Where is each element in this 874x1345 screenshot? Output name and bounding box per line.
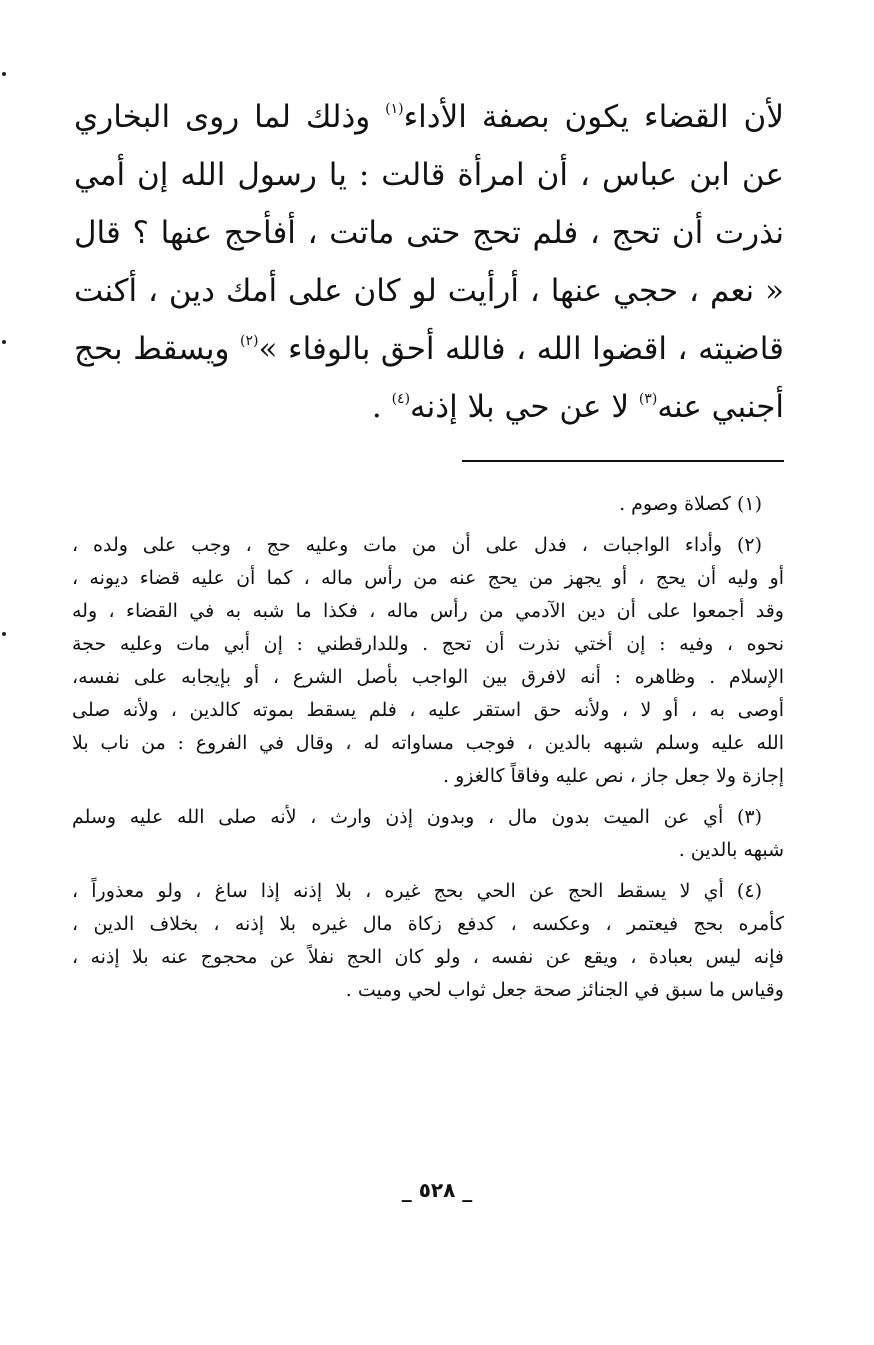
footnote-line: إجازة ولا جعل جاز ، نص عليه وفاقاً كالغزو .: [443, 765, 784, 787]
main-text-line: « نعم ، حجي عنها ، أرأيت لو كان على أمك دين ، أكنت: [74, 273, 784, 309]
footnote-line: الله عليه وسلم شبهه بالدين ، فوجب مساواته له ، وقال في الفروع : من ناب بلا: [72, 732, 784, 754]
margin-mark: [2, 632, 6, 636]
main-text-line: نذرت أن تحج ، فلم تحج حتى ماتت ، أفأحج عنها ؟ قال: [74, 215, 784, 251]
main-text-line: لأن القضاء يكون بصفة الأداء$^{(١)}$ وذلك لما روى البخاري: [74, 99, 784, 135]
margin-mark: [2, 72, 6, 76]
footnote-2: [72, 529, 784, 793]
footnote-4: [72, 875, 784, 1007]
footnote-ref: (٣): [638, 391, 658, 407]
page-number: _ ٥٢٨ _: [401, 1178, 473, 1202]
footnote-line: أوصى به ، أو لا ، ولأنه حق استقر عليه ، فلم يسقط بموته كالدين ، ولأنه صلى: [72, 699, 784, 721]
footnote-line: فإنه ليس بعبادة ، ويقع عن نفسه ، ولو كان الحج نفلاً عن محجوج عنه بلا إذنه ،: [72, 946, 784, 968]
footnote-line: وقياس ما سبق في الجنائز صحة جعل ثواب لحي وميت .: [345, 979, 784, 1001]
footnote-line: كأمره بحج فيعتمر ، وعكسه ، كدفع زكاة مال غيره بلا إذنه ، بخلاف الدين ،: [72, 913, 784, 935]
footnote-3: [72, 801, 784, 867]
footnote-line: (١) كصلاة وصوم .: [619, 493, 762, 515]
footnote-1: [72, 488, 784, 521]
footnotes: [72, 488, 784, 1015]
footnote-line: الإسلام . وظاهره : أنه لافرق بين الواجب بأصل الشرع ، أو بإيجابه على نفسه،: [72, 666, 784, 688]
margin-mark: [2, 340, 6, 344]
footnote-line: نحوه ، وفيه : إن أختي نذرت أن تحج . وللدارقطني : إن أبي مات وعليه حجة: [72, 633, 784, 655]
footnote-ref: (١): [385, 101, 404, 117]
footnote-line: (٤) أي لا يسقط الحج عن الحي بحج غيره ، بلا إذنه إذا ساغ ، ولو معذوراً ،: [72, 880, 762, 902]
main-text-line: عن ابن عباس ، أن امرأة قالت : يا رسول الله إن أمي: [74, 157, 784, 193]
footnote-line: أو وليه أن يحج ، أو يجهز من يحج عنه من رأس ماله ، كما أن عليه قضاء ديونه ،: [72, 567, 784, 589]
footnote-ref: (٢): [240, 333, 259, 349]
footnote-divider: [462, 460, 784, 462]
main-text-line: أجنبي عنه$^{(٣)}$ لا عن حي بلا إذنه$^{(٤)}$ .: [371, 389, 784, 425]
footnote-line: شبهه بالدين .: [678, 839, 784, 861]
footnote-line: (٣) أي عن الميت بدون مال ، وبدون إذن وارث ، لأنه صلى الله عليه وسلم: [72, 806, 762, 828]
main-text-line: قاضيته ، اقضوا الله ، فالله أحق بالوفاء »$^{(٢)}$ ويسقط بحج: [74, 331, 784, 367]
footnote-line: (٢) وأداء الواجبات ، فدل على أن من مات وعليه حج ، وجب على ولده ،: [72, 534, 762, 556]
main-text-block: [74, 88, 784, 436]
footnote-ref: (٤): [391, 391, 411, 407]
footnote-line: وقد أجمعوا على أن دين الآدمي من رأس ماله ، فكذا ما شبه به في القضاء ، وله: [72, 600, 784, 622]
